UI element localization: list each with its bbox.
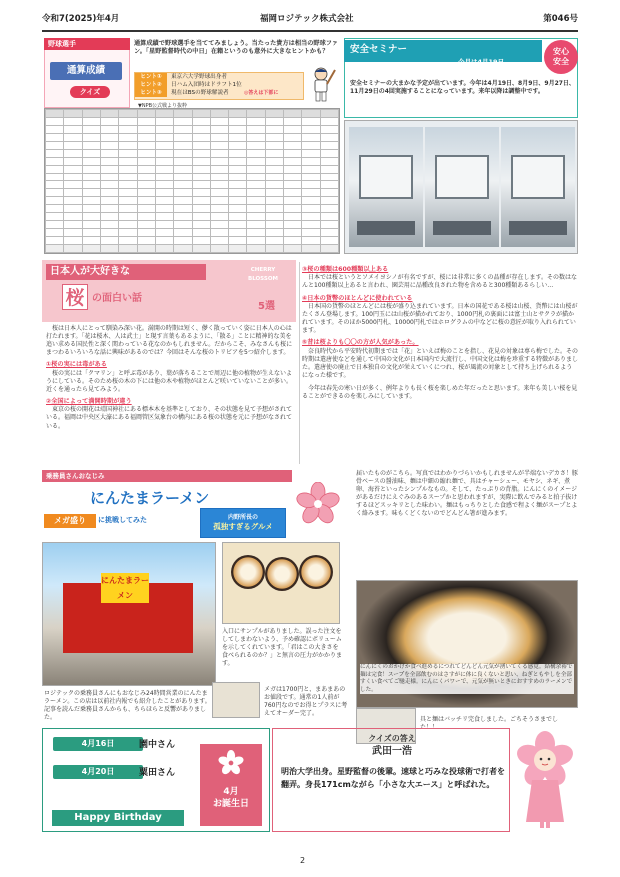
column-divider bbox=[299, 262, 300, 464]
quiz-answer-box bbox=[272, 728, 510, 832]
answer-name: 武田一浩 bbox=[372, 746, 412, 757]
birthday-side-panel: 4月 お誕生日 bbox=[200, 744, 262, 826]
company-name: 福岡ロジテック株式会社 bbox=[260, 14, 354, 24]
sakura-kanji: 桜 bbox=[62, 284, 88, 310]
birthday-date: 4月16日 bbox=[53, 737, 143, 751]
hint-row: ヒント② 日ハム入団時はドラフト1位 bbox=[135, 81, 303, 89]
sakura-doll-icon bbox=[512, 730, 578, 830]
page-number: 2 bbox=[300, 856, 306, 865]
birthday-date: 4月20日 bbox=[53, 765, 143, 779]
sakura-section-text: 桜の実には「クマリン」と呼ぶ毒があり、葉が落ちることで周辺に他の植物が生えないようにしている。そのため桜の木の下には他の木や植物がほとんど咲いていないことが多い。近くを通ったら見てみよう。 bbox=[46, 369, 293, 393]
caption-final: 具と麺はバッチリ完食しました。ごちそうさまでした！！ bbox=[420, 716, 559, 732]
answer-heading: クイズの答え 武田一浩 bbox=[273, 733, 511, 757]
issue-number: 第046号 bbox=[543, 14, 578, 24]
caption-top: 届いたものがこちら。写真ではわかりづらいかもしれませんが半端ないデカさ！豚骨ベースの醤油味、麺は中細の縮れ麺で、具はチャーシュー、モヤシ、ネギ、煮卵、海苔といったシンプルなもの。そして、たっぷりの背脂。にんにくのイメージがあるだけにえぐみのあるスープかと思われますが、実際に飲んでみると拍子抜けするほどスッキリとした味わい。麺はもっちりとした食感で程よく麺がスープとよく絡みます。味もくどくないのでどんどん箸が進みます。 bbox=[356, 470, 578, 518]
header-divider bbox=[42, 30, 578, 32]
caption-sample: 入口にサンプルがありました。誤った注文をしてしまわないよう、予め確認にボリュームを示してくれています。「君はこの大きさを食べられるのか？」と無言の圧力がかかります。 bbox=[222, 628, 343, 668]
sakura-section-text: 奈良時代から平安時代初期までは「花」といえば梅のことを指し、花見の対象は専ら梅でした。その時期は遣唐使などを通して中国の文化が日本国内で大流行し、中国文化は梅を珍重する特徴がありました。遣唐使の廃止で日本独自の文化が栄えていくにつれ、桜が風流の対象として持ち上げられるようになった様です。 bbox=[302, 347, 579, 379]
truck-image bbox=[425, 127, 499, 247]
caption-shop: ロジテックの乗務員さんにもおなじみ24時間営業のにんたまラーメン。この店は以前社内報でも紹介したことがあります。記事を読んだ乗務員さんからも、ちらほらと反響がありました。 bbox=[44, 690, 211, 722]
sakura-title-line2: の面白い話 bbox=[92, 293, 142, 304]
happy-birthday: Happy Birthday bbox=[52, 810, 184, 826]
safety-badge: 安心 安全 bbox=[544, 40, 578, 74]
page-header bbox=[42, 14, 578, 30]
truck-image bbox=[501, 127, 575, 247]
cherry-blossom-icon bbox=[218, 750, 244, 776]
sakura-section-title: ④日本の貨幣のほとんどに使われている bbox=[302, 294, 413, 302]
caption-bottom: にんにくのおかげか食べ進めるにつれてどんどん元気が湧いてくる感覚。結構余裕で麺は完食！スープを全部飲むのはさすがに体に良くないと思い、ねぎともやしを全部すくい食べてご馳走様。にんにくパワーで、元気が無いときにおすすめのラーメンでした。 bbox=[360, 664, 573, 693]
truck-image bbox=[349, 127, 423, 247]
quiz-main-title: 通算成績 bbox=[50, 62, 122, 80]
baseball-player-icon bbox=[306, 66, 336, 102]
quiz-sub-label: クイズ bbox=[70, 86, 110, 98]
sakura-section-text: 日本では桜というとソメイヨシノが有名ですが、桜には非常に多くの品種が存在します。その数はなんと100種類以上あると言われ、園芸用に品種改良された物を含めると300種類あるらしい… bbox=[302, 274, 578, 290]
birthday-name: 粟田さん bbox=[139, 768, 176, 778]
sakura-section-text: 東京の桜の開花は靖国神社にある標本木を基準としており、その状態を見て予想がされている。福岡は中央区大濠にある福岡管区気象台の構内にある桜の状態を元に予想がなされている。 bbox=[46, 406, 293, 430]
safety-text: 安全セミナーの大まかな予定が出ています。今年は4月19日、8月9日、9月27日、11月29日の4回実施することになっています。来年以降は調整中です。 bbox=[350, 80, 575, 96]
safety-date: 今月は4月19日 bbox=[458, 58, 505, 66]
sakura-closing: 今年は春先の寒い日が多く、例年よりも長く桜を楽しめた年だったと思います。来年も美しい桜を見ることができるのを楽しみにしています。 bbox=[302, 385, 578, 401]
issue-date: 令和7(2025)年4月 bbox=[42, 14, 120, 24]
sakura-intro: 桜は日本人にとって馴染み深い花。満開の時期は短く、儚く散っていく姿に日本人の心は打たれます。「花は桜木、人は武士」と現す言葉もあるように、「散る」ことに精神的な美を追い求める国民性と深く関わっている花なのかもしれません。だからこそ、みなさんも桜にまつわるいろいろな話に興味があるのでは？今回はそんな桜のトリビアを5つ紹介します。 bbox=[46, 325, 293, 357]
quiz-hints bbox=[134, 72, 304, 100]
sakura-section-title: ①桜の実には毒がある bbox=[46, 361, 107, 369]
menu-photo bbox=[212, 682, 260, 718]
mega-subtitle: に挑戦してみた bbox=[98, 516, 147, 524]
quiz-strip: 野球選手 bbox=[44, 38, 130, 50]
shop-sign: にんたまラーメン bbox=[101, 573, 149, 603]
gourmet-badge: 内野所長の 孤独すぎるグルメ bbox=[200, 508, 286, 538]
ramen-title: にんたまラーメン bbox=[90, 489, 210, 507]
hint-row: ヒント③ 現在はBSの野球解説者 bbox=[135, 89, 303, 97]
trucks-photo bbox=[344, 120, 578, 254]
stats-caption: ▼NPB公式戦より抜粋 bbox=[138, 103, 188, 109]
sakura-section-title: ⑤昔は桜よりも〇〇の方が人気があった。 bbox=[302, 339, 419, 347]
sakura-title-line1: 日本人が大好きな bbox=[46, 264, 206, 280]
sakura-section-title: ③桜の種類は600種類以上ある bbox=[302, 266, 389, 273]
stats-table-image bbox=[44, 108, 340, 254]
cherry-blossom-icon bbox=[296, 482, 340, 526]
sakura-right-column bbox=[302, 266, 578, 402]
mega-badge: メガ盛り bbox=[44, 514, 96, 528]
quiz-intro: 通算成績で野球選手を当ててみましょう。当たった貴方は相当の野球ファン。「星野監督時代の中日」在籍というのも意外に大きなヒントかも？ bbox=[134, 40, 339, 56]
answer-text: 明治大学出身。星野監督の後輩。速球と巧みな投球術で打者を翻弄。身長171cmながら「小さな大エース」と呼ばれた。 bbox=[281, 767, 505, 789]
sakura-english: CHERRY BLOSSOM bbox=[248, 267, 279, 282]
ramen-shop-photo bbox=[42, 542, 216, 686]
sakura-count: 5選 bbox=[258, 301, 275, 312]
safety-title: 安全セミナー bbox=[350, 44, 408, 55]
sakura-section-text: 日本国の貨幣のほとんどには桜が盛り込まれています。日本の国花である桜は山桜、貨幣には山桜がたくさん登場します。100円玉には山桜が描かれており、1000円札の裏面には富士山とサクラが描かれています。そのほか5000円札、10000円札ではホログラムの中などに桜の意匠が取り入れられています。 bbox=[302, 302, 578, 335]
answer-note: ◎答えは下部に bbox=[244, 90, 279, 96]
sakura-section-title: ②全国によって満開時期が違う bbox=[46, 398, 132, 406]
sakura-left-column bbox=[46, 325, 296, 432]
hint-row: ヒント① 東京六大学野球出身者 bbox=[135, 73, 303, 81]
caption-price: メガは1700円と、まあまあのお値段です。通常の1人前が760円なのでお得とプラスに考えてオーダー完了。 bbox=[264, 686, 348, 718]
birthday-name: 園中さん bbox=[139, 740, 176, 750]
ramen-sample-photo bbox=[222, 542, 340, 624]
ramen-label: 乗務員さんおなじみ bbox=[42, 470, 292, 482]
